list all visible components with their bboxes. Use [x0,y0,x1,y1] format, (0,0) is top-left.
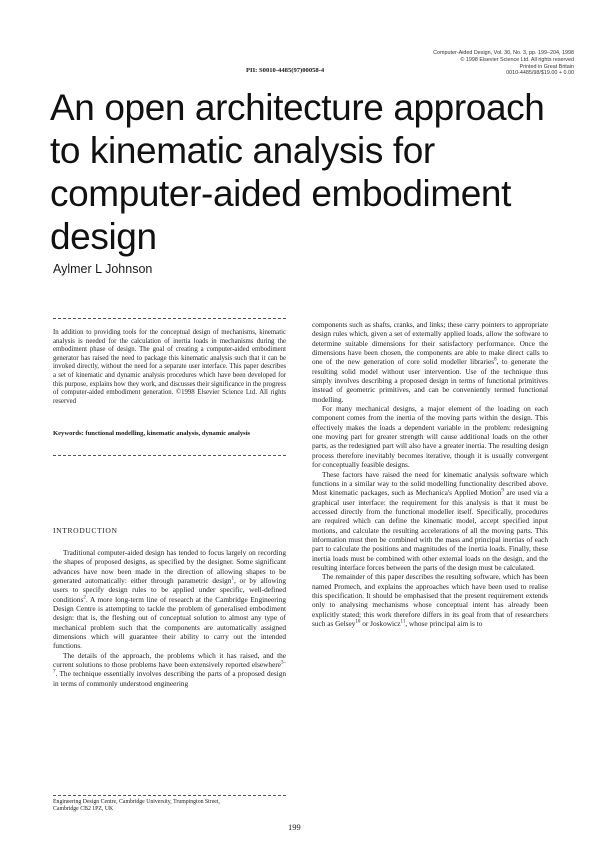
citation-ref: 2 [83,595,86,601]
citation-ref: 10 [355,619,361,625]
right-paragraph-3: These factors have raised the need for kinematic analysis software which functions in a similar way to the solid modelling functionality described above. Most kinematic packages, such as Mechanica's Applied Motion$^9$ are used via a graphical user interface: the requirement for this analysis is that it must be accessed directly from the functional modeller itself. Specifically, procedures are required which can define the kinematic model, accept specified input motions, and calculate the resulting accelerations of all the moving parts. This information must then be combined with the mass and principal inertias of each part to calculate the positions and magnitudes of the inertia loads. Finally, these inertia loads must be combined with other external loads on the design, and the resulting interface forces between the parts of the design must be calculated. [312,469,548,572]
citation-ref: 1 [231,576,234,582]
citation-ref: 11 [400,619,406,625]
affiliation-footnote: Engineering Design Centre, Cambridge University, Trumpington Street, Cambridge CB2 1PZ, UK [53,799,220,813]
citation-ref: 3–7 [53,660,286,676]
keywords: Keywords: functional modelling, kinematic analysis, dynamic analysis [53,430,251,437]
abstract-text: In addition to providing tools for the conceptual design of mechanisms, kinematic analysis is needed for the calculation of inertia loads in mechanisms during the embodiment phase of design. The goal of creating a computer-aided embodiment generator has raised the need to package this kinematic analysis such that it can be invoked directly, without the need for a separate user interface. This paper describes a set of kinematic and dynamic analysis procedures which have been developed for this purpose, explains how they work, and discusses their significance in the progress of computer-aided embodiment generation. ©1998 Elsevier Science Ltd. All rights reserved [53,329,286,405]
right-paragraph-4: The remainder of this paper describes the resulting software, which has been named Promech, and explains the approaches which have been used to realise this specification. It should be emphasised that the present requirement extends only to analysing mechanisms whose conceptual intent has already been explicitly stated; this work therefore differs in its goal from that of researchers such as Gelsey$^{10}$ or Joskowicz$^{11}$, whose principal aim is to [312,572,548,628]
section-heading-introduction: INTRODUCTION [53,526,118,535]
citation-ref: 8 [494,357,497,363]
printed-in-line: Printed in Great Britain [519,63,574,70]
right-paragraph-2: For many mechanical designs, a major element of the loading on each component comes from the inertia of the moving parts within the design. This effectively makes the loads a dependent variable in the problem: redesigning one moving part for greater strength will cause additional loads on the other parts, as the redesigned part will also have a greater inertia. The resulting design process therefore inevitably becomes iterative, though it is usually convergent for conceptually feasible designs. [312,404,548,470]
right-column [312,320,548,628]
abstract-top-divider [53,318,286,319]
pii-identifier: PII: S0010-4485(97)00058-4 [246,67,325,74]
intro-paragraph-2: The details of the approach, the problems which it has raised, and the current solutions to those problems have been extensively reported elsewhere$^{3-7}$. The technique essentially involves describing the parts of a proposed design in terms of commonly understood engineering [53,650,286,688]
journal-citation: Computer-Aided Design, Vol. 30, No. 3, pp. 199–204, 1998 [433,50,574,56]
citation-ref: 9 [501,488,504,494]
right-paragraph-1: components such as shafts, cranks, and links; these carry pointers to appropriate design rules which, given a set of externally applied loads, allow the software to determine suitable dimensions for their satisfactory performance. Once the dimensions have been chosen, the components are able to make direct calls to one of the new generation of core solid modeller libraries$^8$, to generate the resulting solid model without user intervention. Use of the technique thus simply involves describing a proposed design in terms of functional primitives instead of geometric primitives, and can be conveniently termed functional modelling. [312,320,548,404]
author-name: Aylmer L Johnson [53,262,153,276]
abstract-bottom-divider [53,455,286,456]
journal-info [324,50,574,77]
abstract [53,329,286,406]
paper-title: An open architecture approach to kinematic analysis for computer-aided embodiment design [50,87,545,257]
introduction-column [53,548,286,688]
footnote-divider [53,795,286,796]
issn-line: 0010-4485/98/$19.00 + 0.00 [506,70,574,77]
intro-paragraph-1: Traditional computer-aided design has tended to focus largely on recording the shapes of proposed designs, as specified by the designer. Some significant advances have now been made in the direction of allowing shapes to be generated automatically: either through parametric design$^1$, or by allowing users to specify design rules to be applied under specific, well-defined conditions$^2$. A more long-term line of research at the Cambridge Engineering Design Centre is attempting to tackle the problem of generalised embodiment design: that is, the fleshing out of conceptual solution to almost any type of mechanical problem such that the components are automatically assigned dimensions which will guarantee their ability to carry out the intended functions. [53,548,286,651]
page-number: 199 [288,822,301,832]
copyright-line: © 1998 Elsevier Science Ltd. All rights reserved [460,56,574,63]
